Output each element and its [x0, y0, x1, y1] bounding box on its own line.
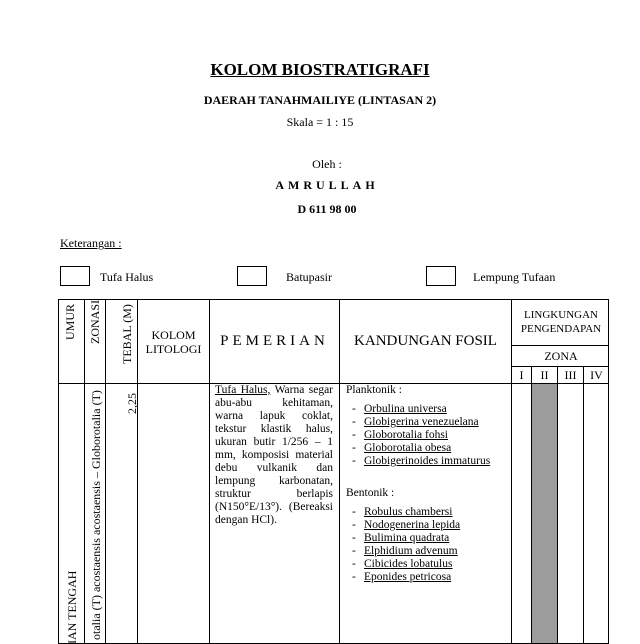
zonasi-value: otalia (T) acostaensis acostaensis – Globorotalia (T) — [89, 390, 103, 640]
zone-ii-shading — [532, 384, 557, 643]
list-item: - Bulimina quadrata — [352, 532, 450, 544]
legend-swatch-lempung-tufaan — [426, 266, 456, 286]
by-label: Oleh : — [312, 157, 342, 171]
legend-title: Keterangan : — [60, 236, 122, 250]
page-subtitle: DAERAH TANAHMAILIYE (LINTASAN 2) — [203, 93, 437, 107]
fossil-name: Globigerinoides immaturus — [364, 455, 491, 467]
header-umur: UMUR — [63, 303, 77, 340]
tebal-value: 2,25 — [125, 393, 139, 414]
zona-label-iii: III — [564, 368, 577, 382]
page-title: KOLOM BIOSTRATIGRAFI — [210, 60, 430, 79]
fossil-name: Nodogenerina lepida — [364, 519, 461, 531]
zona-header-divider — [511, 366, 608, 367]
fossil-name: Bulimina quadrata — [364, 532, 450, 544]
list-item: - Cibicides lobatulus — [352, 558, 453, 570]
col-divider — [105, 300, 106, 643]
zona-label-iv: IV — [590, 368, 603, 382]
legend-swatch-tufa-halus — [60, 266, 90, 286]
header-zona: ZONA — [544, 349, 578, 363]
fossil-name: Eponides petricosa — [364, 571, 452, 583]
list-item: - Orbulina universa — [352, 403, 447, 415]
list-item: - Elphidium advenum — [352, 545, 458, 557]
planktonik-list — [346, 403, 516, 468]
scale-label: Skala = 1 : 15 — [286, 115, 354, 129]
fossil-name: Globigerina venezuelana — [364, 416, 479, 428]
legend-label-tufa-halus: Tufa Halus — [100, 270, 154, 284]
header-tebal: TEBAL (M) — [120, 304, 134, 364]
zona-divider — [583, 366, 584, 643]
planktonik-label: Planktonik : — [346, 384, 402, 396]
lingkungan-divider — [511, 345, 608, 346]
legend-label-lempung-tufaan: Lempung Tufaan — [473, 270, 556, 284]
list-item: - Robulus chambersi — [352, 506, 453, 518]
header-pemerian: PEMERIAN — [220, 333, 329, 349]
header-zonasi: ZONASI — [88, 300, 102, 344]
list-item: - Globigerinoides immaturus — [352, 455, 491, 467]
col-divider — [339, 300, 340, 643]
col-divider — [84, 300, 85, 643]
list-item: - Globigerina venezuelana — [352, 416, 479, 428]
pemerian-lithology: Tufa Halus, — [215, 384, 271, 396]
list-item: - Globorotalia fohsi — [352, 429, 448, 441]
zona-label-i: I — [519, 368, 524, 382]
header-divider — [59, 383, 608, 384]
student-id: D 611 98 00 — [297, 202, 357, 216]
author-name: AMRULLAH — [275, 178, 379, 192]
col-divider — [209, 300, 210, 643]
fossil-name: Orbulina universa — [364, 403, 447, 415]
zona-label-ii: II — [540, 368, 549, 382]
list-item: - Nodogenerina lepida — [352, 519, 461, 531]
legend-label-batupasir: Batupasir — [286, 270, 332, 284]
fossil-content — [346, 384, 516, 584]
bentonik-list — [346, 506, 516, 584]
header-kolom-litologi: KOLOM LITOLOGI — [145, 328, 202, 356]
fossil-name: Cibicides lobatulus — [364, 558, 453, 570]
bentonik-label: Bentonik : — [346, 487, 395, 499]
fossil-name: Robulus chambersi — [364, 506, 453, 518]
list-item: - Globorotalia obesa — [352, 442, 452, 454]
header-kandungan-fosil: KANDUNGAN FOSIL — [354, 333, 497, 349]
list-item: - Eponides petricosa — [352, 571, 452, 583]
legend-swatch-batupasir — [237, 266, 267, 286]
pemerian-body: Warna segar abu-abu kehitaman, warna lapuk coklat, tekstur klastik halus, ukuran butir 1/256 – 1 mm, komposisi material debu vulkanik dan lempung karbonatan, struktur berlapis (N150°E/13°). (Bereaksi dengan HCl). — [215, 384, 334, 526]
header-lingkungan: LINGKUNGAN PENGENDAPAN — [520, 309, 602, 335]
fossil-name: Globorotalia fohsi — [364, 429, 448, 441]
zona-divider — [557, 366, 558, 643]
biostratigraphy-table — [58, 299, 609, 644]
fossil-name: Globorotalia obesa — [364, 442, 452, 454]
umur-value: IAN TENGAH — [65, 570, 79, 644]
pemerian-text — [215, 384, 333, 527]
fossil-name: Elphidium advenum — [364, 545, 458, 557]
